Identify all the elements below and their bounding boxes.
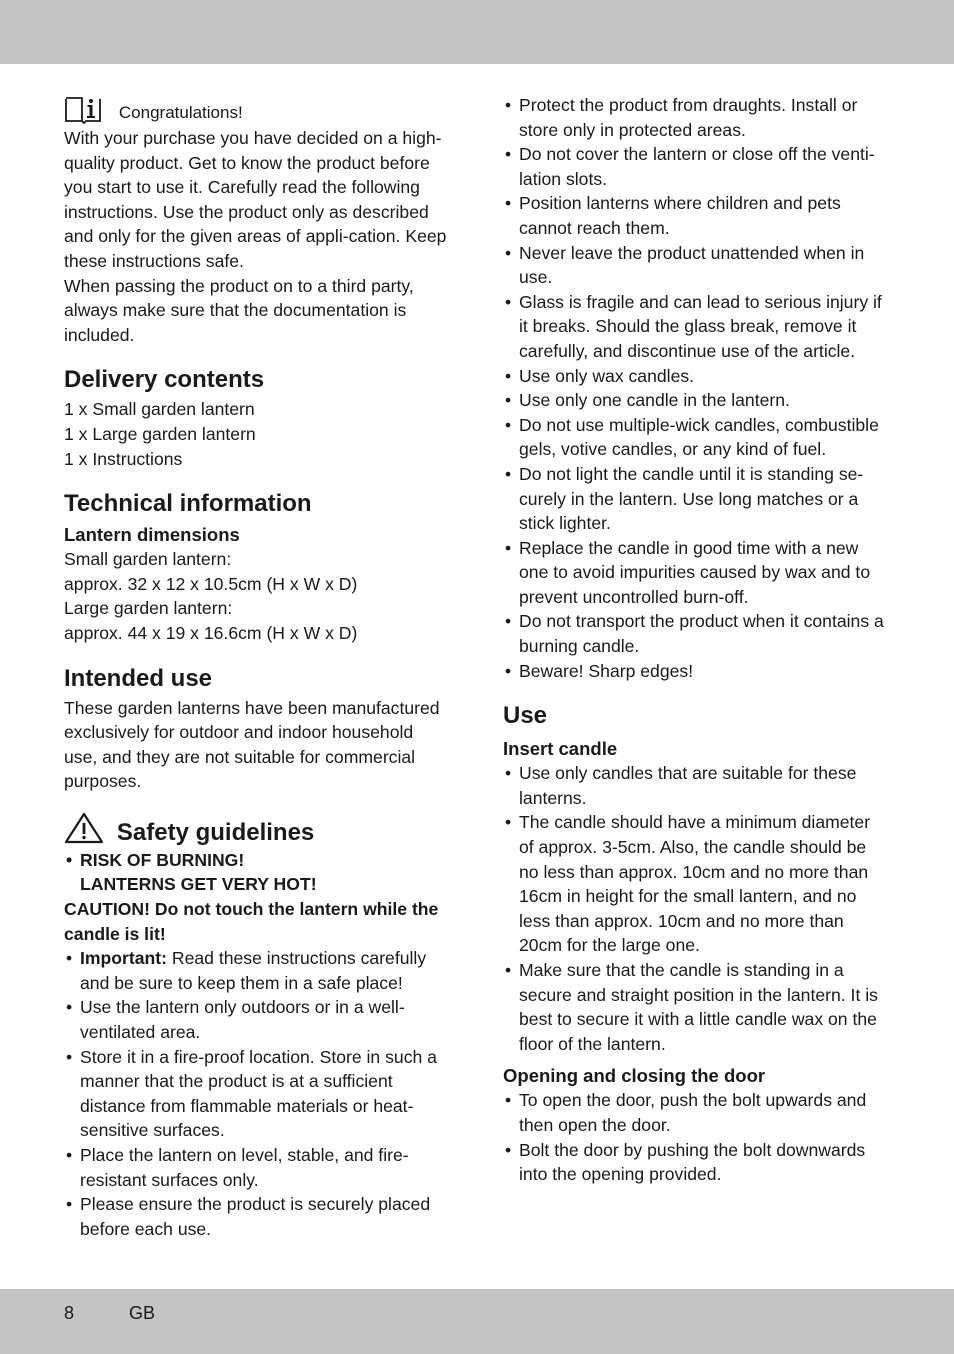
- delivery-item: 1 x Instructions: [64, 448, 183, 469]
- list-item: • Make sure that the candle is standing in a secure and straight position in the lantern. It is best to secure it with a little candle wax on the floor of the lantern.: [503, 958, 887, 1056]
- list-item: • Please ensure the product is securely placed before each use.: [64, 1192, 448, 1241]
- use-title: Use: [503, 702, 548, 730]
- list-item: • Store it in a fire-proof location. Store in such a manner that the product is at a sufficient distance from flammable materials or heat-sensitive surfaces.: [64, 1045, 448, 1143]
- risk-warning: • RISK OF BURNING! LANTERNS GET VERY HOT! CAUTION! Do not touch the lantern while the candle is lit!: [64, 848, 448, 946]
- list-item: • Do not light the candle until it is standing se-curely in the lantern. Use long matches or a stick lighter.: [503, 462, 887, 536]
- list-item: • Replace the candle in good time with a new one to avoid impurities caused by wax and to prevent uncontrolled burn-off.: [503, 536, 887, 610]
- dimension-line: Large garden lantern:: [64, 598, 233, 619]
- safety-list-right: [503, 93, 887, 683]
- list-item: • Do not use multiple-wick candles, combustible gels, votive candles, or any kind of fuel.: [503, 413, 887, 462]
- list-item: • Use the lantern only outdoors or in a well-ventilated area.: [64, 995, 448, 1044]
- list-item: • Protect the product from draughts. Install or store only in protected areas.: [503, 93, 887, 142]
- right-column: [503, 93, 887, 1187]
- list-item: • Never leave the product unattended when in use.: [503, 241, 887, 290]
- dimension-line: approx. 44 x 19 x 16.6cm (H x W x D): [64, 622, 358, 643]
- dimension-line: approx. 32 x 12 x 10.5cm (H x W x D): [64, 573, 358, 594]
- header-bar: [0, 0, 954, 64]
- door-subtitle: Opening and closing the door: [503, 1065, 766, 1087]
- list-item: • Do not transport the product when it contains a burning candle.: [503, 609, 887, 658]
- caution-text: CAUTION! Do not touch the lantern while the candle is lit!: [64, 899, 439, 944]
- risk-line-1: RISK OF BURNING!: [80, 849, 245, 870]
- safety-heading: [64, 812, 448, 844]
- dimensions-subtitle: Lantern dimensions: [64, 524, 240, 546]
- list-item: • Position lanterns where children and pets cannot reach them.: [503, 191, 887, 240]
- intro-paragraph-2: When passing the product on to a third party, always make sure that the documentation is included.: [64, 275, 414, 345]
- intended-text: These garden lanterns have been manufactured exclusively for outdoor and indoor household use, and they are not suitable for commercial purposes.: [64, 697, 440, 792]
- delivery-title: Delivery contents: [64, 366, 265, 394]
- risk-line-2: LANTERNS GET VERY HOT!: [80, 874, 317, 895]
- list-item: • The candle should have a minimum diameter of approx. 3-5cm. Also, the candle should be no less than approx. 10cm and no more than 16cm in height for the small lantern, and no less than approx. 10cm and no more than 20cm for the large one.: [503, 810, 887, 958]
- delivery-list: [64, 397, 448, 471]
- delivery-item: 1 x Small garden lantern: [64, 399, 255, 420]
- language-code: GB: [129, 1303, 156, 1323]
- safety-title: Safety guidelines: [116, 818, 315, 846]
- list-item: • Place the lantern on level, stable, and fire-resistant surfaces only.: [64, 1143, 448, 1192]
- list-item: • Use only wax candles.: [503, 364, 887, 389]
- list-item: • Do not cover the lantern or close off the venti-lation slots.: [503, 142, 887, 191]
- intro-paragraph: With your purchase you have decided on a high-quality product. Get to know the product before you start to use it. Carefully read the following instructions. Use the product only as described and only for the given areas of appli-cation. Keep these instructions safe.: [64, 128, 447, 271]
- intro-heading: [64, 94, 448, 124]
- congratulations-text: Congratulations!: [118, 103, 243, 123]
- dimension-line: Small garden lantern:: [64, 549, 232, 570]
- insert-candle-list: [503, 761, 887, 1056]
- door-list: [503, 1088, 887, 1186]
- list-item: • Use only candles that are suitable for these lanterns.: [503, 761, 887, 810]
- technical-title: Technical information: [64, 490, 312, 518]
- safety-list-left: [64, 946, 448, 1241]
- intended-title: Intended use: [64, 664, 213, 692]
- left-column: [64, 94, 448, 1241]
- list-item: [64, 946, 448, 995]
- list-item: • To open the door, push the bolt upwards and then open the door.: [503, 1088, 887, 1137]
- page-number: 8: [64, 1303, 75, 1323]
- important-label: Important:: [80, 948, 167, 969]
- important-text: Read these instructions carefully and be sure to keep them in a safe place!: [80, 948, 427, 993]
- list-item: • Beware! Sharp edges!: [503, 659, 887, 684]
- list-item: • Glass is fragile and can lead to serious injury if it breaks. Should the glass break, remove it carefully, and discontinue use of the article.: [503, 290, 887, 364]
- list-item: • Use only one candle in the lantern.: [503, 388, 887, 413]
- list-item: • Bolt the door by pushing the bolt downwards into the opening provided.: [503, 1138, 887, 1187]
- insert-candle-subtitle: Insert candle: [503, 738, 618, 760]
- delivery-item: 1 x Large garden lantern: [64, 423, 256, 444]
